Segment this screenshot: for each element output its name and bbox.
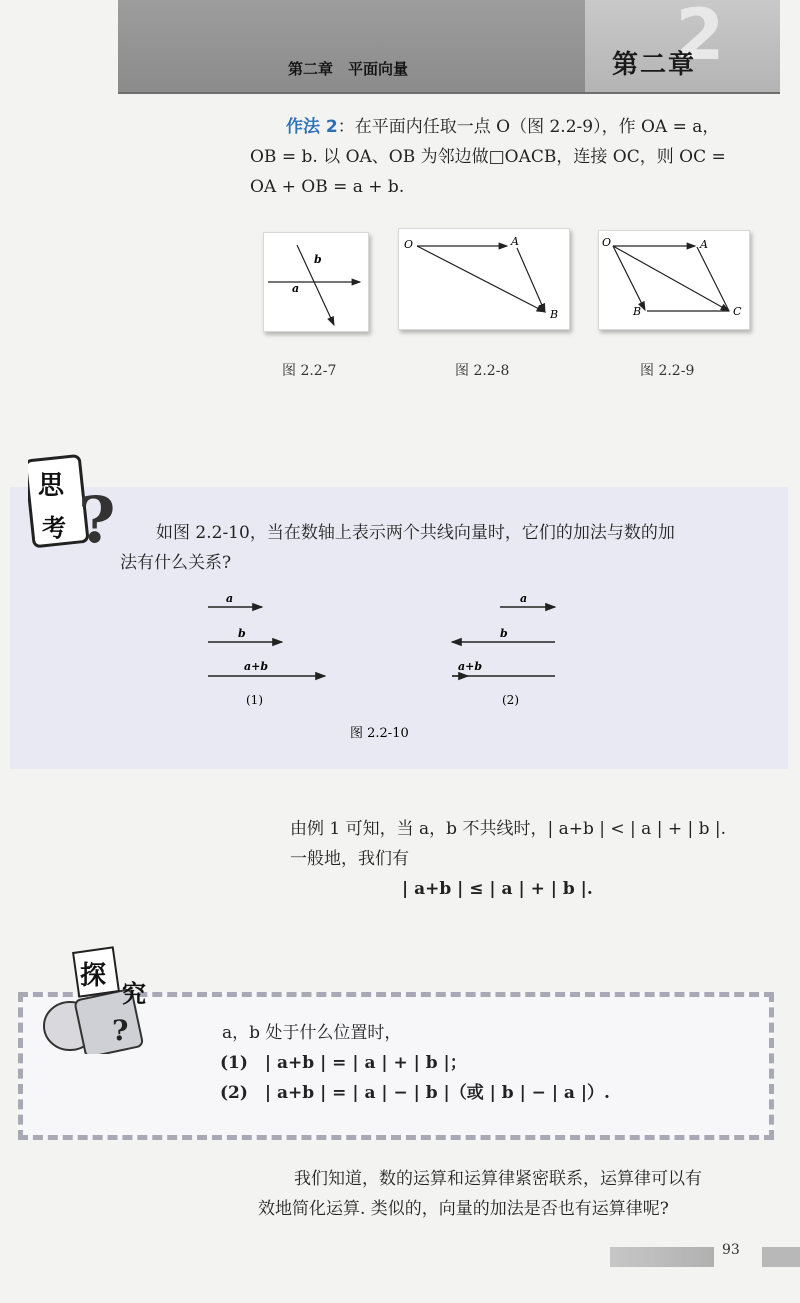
fig10-right-a: a — [520, 592, 528, 605]
think-icon — [28, 454, 116, 556]
label-a: A — [700, 238, 708, 251]
fig10-left-caption: (1) — [246, 693, 263, 707]
closing-line2: 效地简化运算. 类似的，向量的加法是否也有运算律呢? — [258, 1199, 669, 1219]
think-icon-char-bottom: 考 — [42, 513, 66, 542]
question-mark-icon: ? — [78, 483, 116, 556]
footer-bar-right — [762, 1247, 800, 1267]
method2-line3: OA + OB = a + b. — [250, 177, 405, 197]
figure-2-2-8-caption: 图 2.2-8 — [455, 363, 510, 379]
label-a: A — [511, 235, 519, 248]
explore-icon — [40, 944, 170, 1054]
method2-paragraph — [250, 112, 780, 202]
fig10-left-ab: a+b — [244, 660, 269, 673]
chapter-subtitle: 第二章 平面向量 — [288, 60, 409, 78]
figure-2-2-9-diagram — [599, 231, 749, 329]
closing-line1: 我们知道，数的运算和运算律紧密联系，运算律可以有 — [294, 1169, 702, 1189]
label-a: a — [292, 282, 300, 295]
example-paragraph — [290, 814, 770, 904]
fig10-left-b: b — [238, 627, 246, 640]
think-question-line2: 法有什么关系? — [120, 553, 232, 573]
footer-bar — [610, 1247, 714, 1267]
fig10-right-ab: a+b — [458, 660, 483, 673]
think-question — [120, 518, 760, 578]
explore-question-line: a，b 处于什么位置时， — [222, 1023, 402, 1043]
chapter-label: 第二章 — [612, 50, 697, 80]
figure-2-2-8 — [398, 228, 570, 330]
example-line2: 一般地，我们有 — [290, 849, 409, 869]
page-number: 93 — [722, 1242, 740, 1258]
figure-2-2-10 — [200, 590, 570, 740]
think-icon-char-top: 思 — [38, 471, 65, 501]
explore-icon-char-bottom: 究 — [122, 979, 146, 1008]
explore-item-1: (1) | a+b | = | a | + | b |； — [220, 1053, 467, 1073]
label-b: B — [550, 308, 559, 321]
label-c: C — [733, 305, 742, 318]
chapter-big-number: 2 — [675, 0, 725, 76]
fig10-left-a: a — [226, 592, 234, 605]
think-question-line1: 如图 2.2-10，当在数轴上表示两个共线向量时，它们的加法与数的加 — [156, 523, 675, 543]
fig10-right-b: b — [500, 627, 508, 640]
example-line1: 由例 1 可知，当 a，b 不共线时，| a+b | < | a | + | b |. — [290, 819, 727, 839]
figure-2-2-9 — [598, 230, 750, 330]
figure-2-2-8-diagram — [399, 229, 569, 329]
explore-icon-char-top: 探 — [80, 961, 107, 991]
label-b: b — [314, 253, 322, 266]
label-o: O — [404, 238, 414, 251]
label-o: O — [602, 236, 612, 249]
keyhole-icon: ? — [112, 1014, 129, 1047]
explore-question — [220, 1018, 740, 1108]
figure-2-2-9-caption: 图 2.2-9 — [640, 363, 695, 379]
explore-item-2: (2) | a+b | = | a | − | b |（或 | b | − | a |）. — [220, 1083, 610, 1103]
figure-2-2-7-diagram — [264, 233, 368, 331]
label-b: B — [633, 305, 642, 318]
fig10-right-caption: (2) — [502, 693, 519, 707]
method2-line2: OB = b. 以 OA、OB 为邻边做□OACB，连接 OC，则 OC = — [250, 147, 726, 167]
example-formula: | a+b | ≤ | a | + | b |. — [402, 879, 593, 899]
method2-line1: ：在平面内任取一点 O（图 2.2-9），作 OA = a， — [337, 117, 720, 137]
fig10-caption: 图 2.2-10 — [350, 726, 409, 740]
figure-2-2-7-caption: 图 2.2-7 — [282, 363, 337, 379]
closing-paragraph — [258, 1164, 778, 1224]
method2-label: 作法 2 — [286, 117, 338, 137]
figure-2-2-7 — [263, 232, 369, 332]
